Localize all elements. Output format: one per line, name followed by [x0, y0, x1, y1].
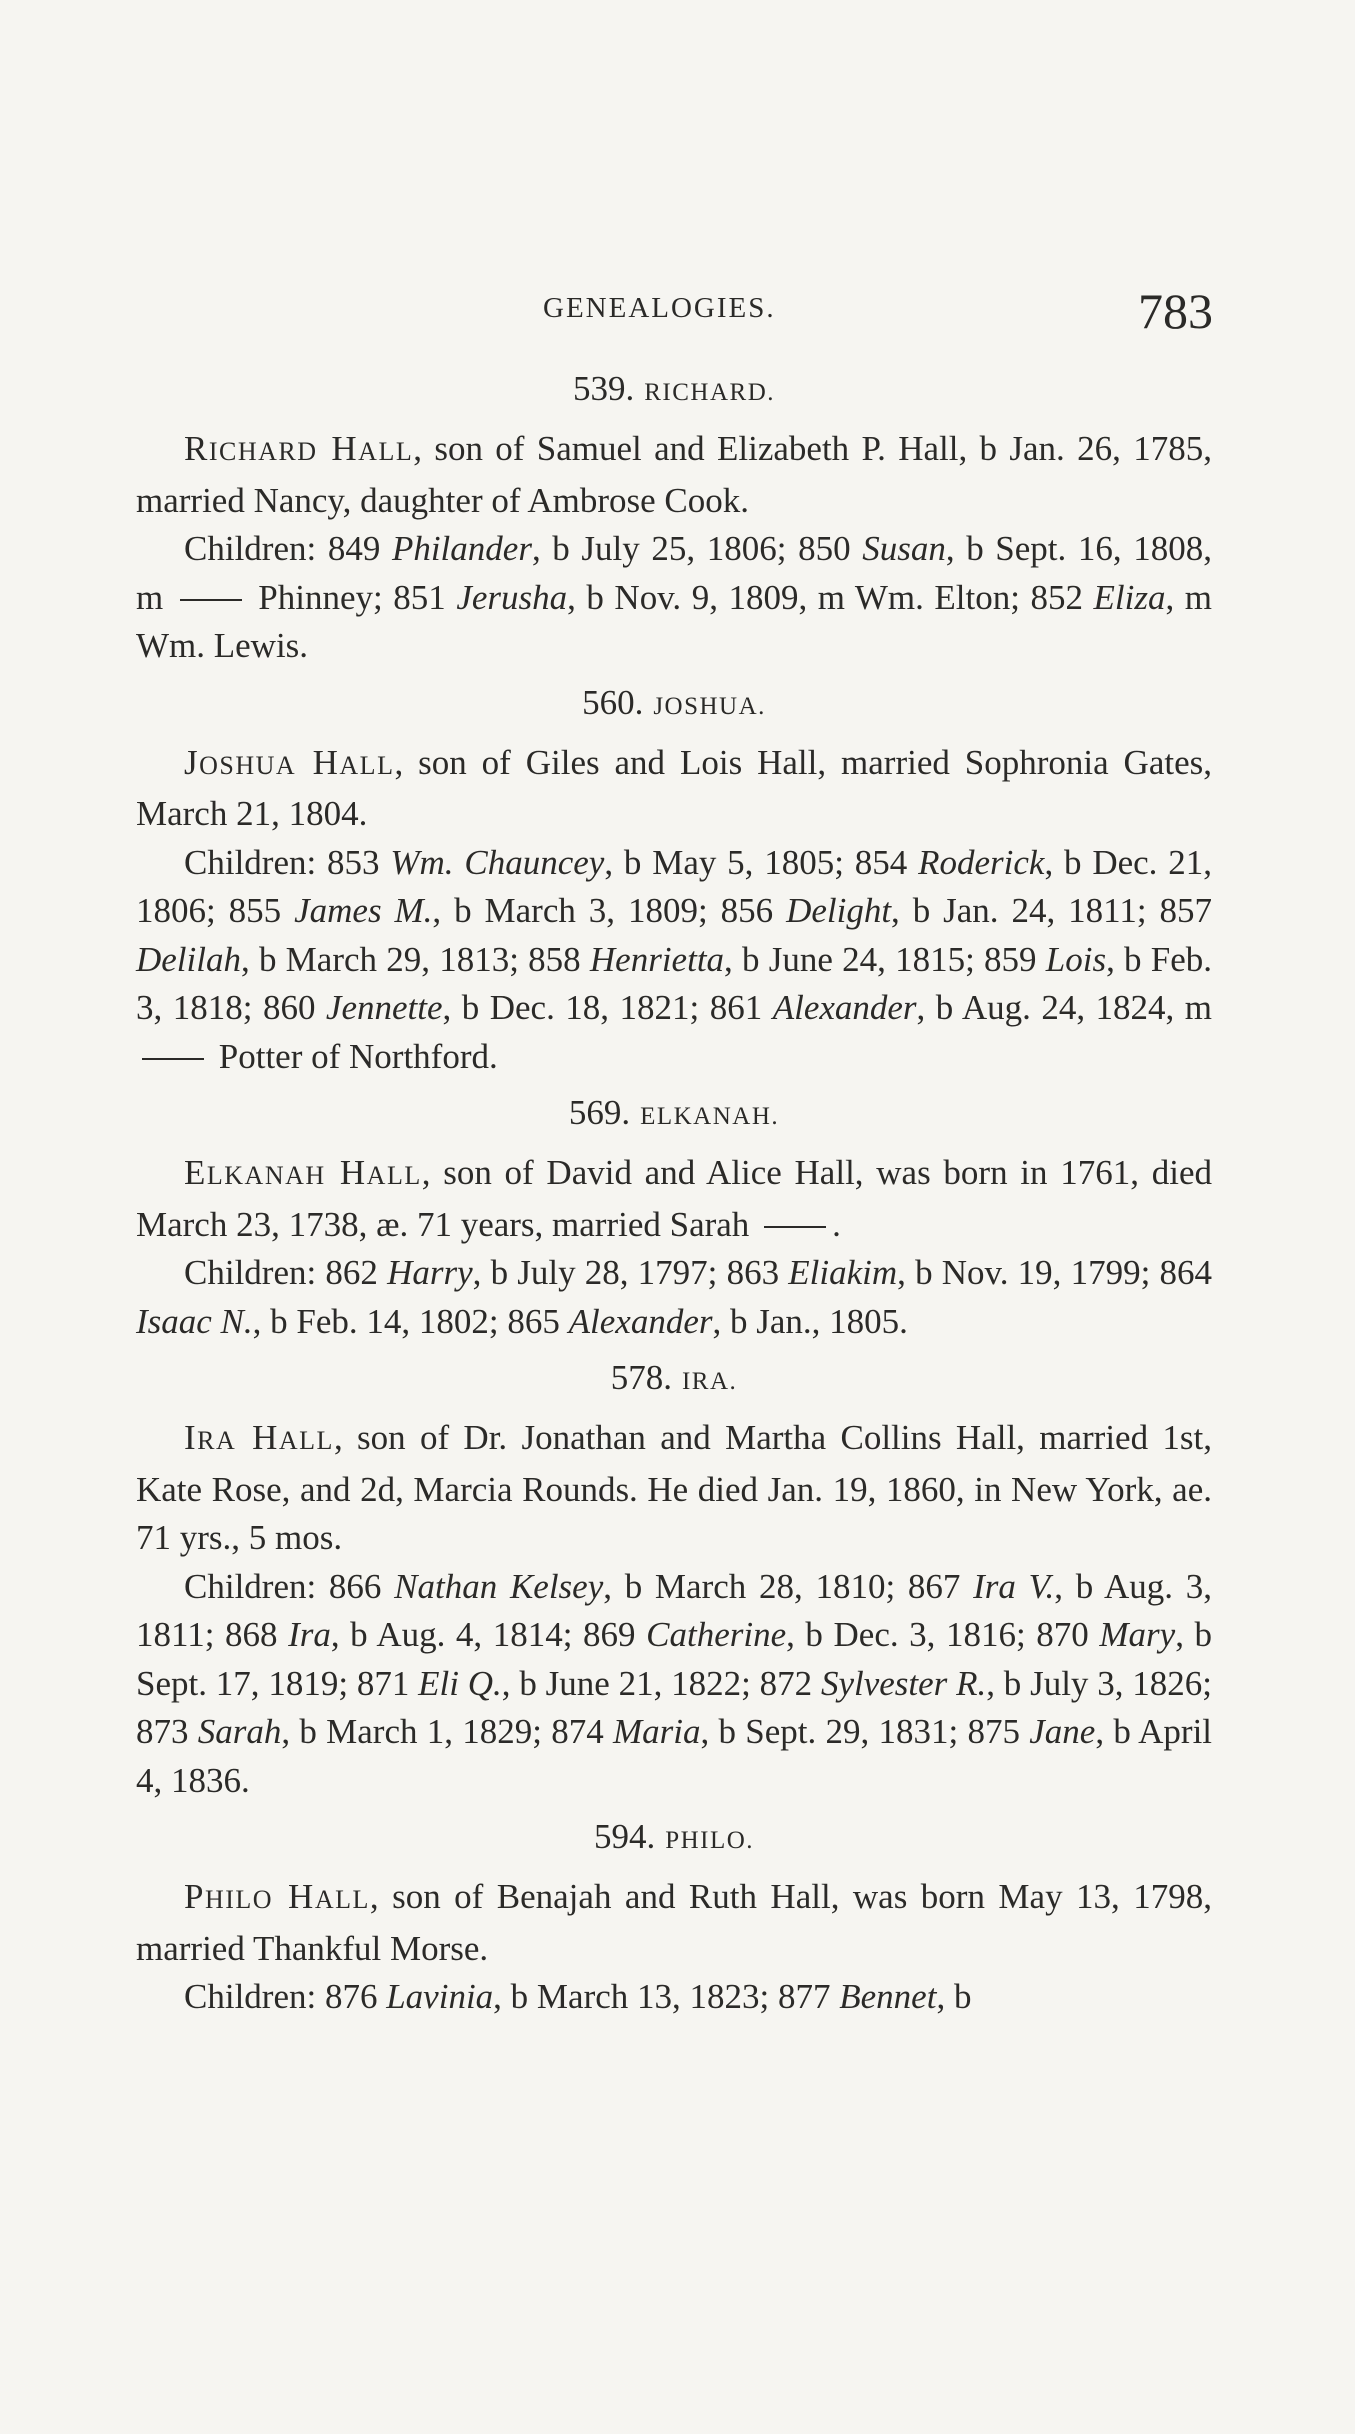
person-name-part: E: [184, 1153, 207, 1192]
page-body: [136, 365, 1212, 2022]
child-number: 869: [583, 1615, 647, 1654]
child-number: 875: [967, 1712, 1030, 1751]
child-details: , b: [936, 1977, 972, 2016]
person-name-part: ICHARD: [208, 437, 318, 466]
child-details: , b Dec. 18, 1821;: [442, 988, 710, 1027]
child-number: 853: [316, 842, 391, 882]
child-number: 861: [709, 988, 773, 1027]
child-name: Isaac N.: [136, 1301, 253, 1341]
child-details: , b Nov. 9, 1809, m Wm. Elton;: [567, 577, 1031, 617]
children-label: Children:: [184, 529, 317, 568]
children-label: Children:: [184, 842, 317, 882]
person-name-part: H: [252, 1418, 279, 1457]
blank-dash: [142, 1058, 204, 1060]
entry-number: 569.: [568, 1093, 631, 1132]
child-details: , b Feb. 3, 1818;: [136, 939, 1213, 1027]
child-details: , b March 28, 1810;: [603, 1566, 908, 1606]
person-name: [184, 1153, 422, 1192]
child-details: , b Aug. 4, 1814;: [330, 1615, 584, 1654]
child-number: 866: [316, 1566, 395, 1606]
entry-name: JOSHUA.: [653, 692, 766, 720]
child-number: 850: [798, 529, 863, 568]
children-list: [136, 1973, 1212, 2022]
child-name: Maria: [613, 1712, 701, 1751]
person-name-part: ALL: [358, 437, 414, 466]
child-details: , b March 3, 1809;: [432, 891, 721, 930]
blank-dash: [764, 1226, 826, 1228]
child-details: , m Wm. Lewis.: [136, 577, 1213, 665]
child-name: Catherine: [646, 1615, 787, 1654]
child-number: 877: [778, 1977, 840, 2016]
child-number: 872: [759, 1663, 821, 1703]
child-details: , b June 24, 1815;: [724, 939, 985, 979]
entry-number: 594.: [593, 1817, 656, 1856]
child-number: 867: [907, 1566, 974, 1606]
child-details: , b Nov. 19, 1799;: [897, 1253, 1160, 1292]
child-number: 865: [507, 1301, 569, 1341]
entry-heading: [136, 1089, 1212, 1141]
children-list: [136, 1249, 1212, 1346]
intro-text: , son of Giles and Lois Hall, married Sophronia Gates, March 21, 1804.: [136, 742, 1212, 833]
entry-number: 539.: [572, 369, 635, 408]
child-name: Lois: [1045, 939, 1107, 979]
child-details: , b March 13, 1823;: [493, 1977, 778, 2016]
entry-intro: [136, 739, 1212, 839]
entry-name: IRA.: [681, 1368, 738, 1395]
child-details: , b Feb. 14, 1802;: [252, 1301, 508, 1341]
person-name-part: R: [184, 429, 209, 468]
child-details: , b July 3, 1826;: [986, 1663, 1212, 1703]
entry-heading: [136, 1813, 1212, 1865]
child-name: Delight: [786, 891, 892, 930]
child-number: 849: [316, 529, 392, 568]
child-name: Wm. Chauncey: [390, 842, 605, 882]
intro-text: , son of David and Alice Hall, was born in 1761, died March 23, 1738, æ. 71 years, married Sarah: [136, 1153, 1212, 1244]
entry-intro: [136, 1149, 1212, 1249]
child-name: Lavinia: [386, 1977, 494, 2016]
intro-text: , son of Benajah and Ruth Hall, was born May 13, 1798, married Thankful Morse.: [136, 1877, 1212, 1968]
child-details: , b Aug. 3, 1811;: [136, 1566, 1212, 1654]
child-number: 857: [1159, 891, 1213, 930]
children-list: [136, 839, 1212, 1082]
child-details: , b March 29, 1813;: [240, 939, 529, 979]
child-details: , b Dec. 3, 1816;: [786, 1615, 1037, 1654]
child-name: Sylvester R.: [820, 1663, 987, 1703]
child-details: , b Sept. 29, 1831;: [700, 1712, 968, 1751]
child-number: 854: [854, 842, 919, 882]
person-name-part: H: [339, 1153, 367, 1192]
entry-number: 578.: [610, 1358, 672, 1397]
child-number: 868: [225, 1615, 289, 1654]
child-name: Susan: [862, 529, 946, 568]
person-name-part: J: [184, 742, 200, 782]
child-name: Philander: [391, 529, 532, 568]
entry-intro: [136, 1873, 1212, 1973]
person-name-part: ALL: [314, 1885, 370, 1914]
children-label: Children:: [184, 1566, 317, 1606]
child-name: Bennet: [839, 1977, 937, 2016]
child-number: 859: [984, 939, 1046, 979]
child-details: , b Jan., 1805.: [712, 1301, 908, 1341]
child-name: Eliza: [1093, 577, 1166, 617]
child-name: Eli Q.: [418, 1663, 502, 1703]
child-name: Sarah: [197, 1712, 282, 1751]
child-details: , b July 25, 1806;: [531, 529, 799, 568]
child-number: 856: [720, 891, 787, 930]
child-name: Ira V.: [973, 1566, 1055, 1606]
child-details: , b May 5, 1805;: [604, 842, 855, 882]
intro-text: , son of Samuel and Elizabeth P. Hall, b Jan. 26, 1785, married Nancy, daughter of Ambrose Cook.: [136, 429, 1213, 520]
person-name-part: ALL: [366, 1161, 422, 1190]
child-number: 874: [551, 1712, 613, 1751]
person-name-part: RA: [197, 1426, 237, 1455]
child-details: Potter of Northford.: [210, 1036, 498, 1076]
children-label: Children:: [184, 1253, 317, 1292]
child-number: 871: [356, 1663, 419, 1703]
entry-number: 560.: [582, 682, 644, 722]
person-name: [184, 1877, 370, 1916]
child-number: 876: [316, 1977, 387, 2016]
child-details: , b July 28, 1797;: [472, 1253, 727, 1292]
child-number: 864: [1159, 1253, 1213, 1292]
child-name: Jerusha: [456, 577, 568, 617]
child-name: Mary: [1099, 1615, 1176, 1654]
child-details: , b Dec. 21, 1806;: [136, 842, 1212, 930]
entry-heading: [136, 365, 1212, 417]
child-name: Alexander: [772, 988, 917, 1027]
entry-name: ELKANAH.: [640, 1103, 780, 1130]
child-number: 870: [1036, 1615, 1100, 1654]
child-number: 862: [316, 1253, 388, 1292]
person-name-part: OSHUA: [199, 750, 297, 780]
child-number: 860: [262, 988, 326, 1027]
intro-text: , son of Dr. Jonathan and Martha Collins Hall, married 1st, Kate Rose, and 2d, Marcia Rounds. He died Jan. 19, 1860, in New York, ae. 71 yrs., 5 mos.: [136, 1418, 1212, 1557]
child-details: , b June 21, 1822;: [501, 1663, 760, 1703]
child-name: Alexander: [568, 1301, 713, 1341]
running-title: GENEALOGIES.: [543, 292, 776, 324]
child-number: 858: [528, 939, 590, 979]
child-number: 851: [393, 577, 457, 617]
person-name-part: HILO: [204, 1885, 274, 1914]
child-name: Ira: [288, 1615, 331, 1654]
person-name-part: ALL: [339, 750, 395, 780]
child-details: , b March 1, 1829;: [281, 1712, 552, 1751]
person-name-part: I: [184, 1418, 198, 1457]
child-details: , b April 4, 1836.: [136, 1712, 1213, 1800]
child-name: Delilah: [136, 939, 241, 979]
child-name: Jane: [1029, 1712, 1096, 1751]
entry-heading: [136, 679, 1212, 731]
child-number: 873: [136, 1712, 198, 1751]
person-name-part: P: [184, 1877, 205, 1916]
child-number: 852: [1030, 577, 1094, 617]
child-details: Phinney;: [247, 577, 394, 617]
person-name: [184, 743, 394, 782]
children-list: [136, 525, 1212, 671]
child-details: , b Sept. 16, 1808, m: [136, 529, 1213, 617]
child-number: 855: [228, 891, 295, 930]
person-name: [184, 429, 413, 468]
page-number: 783: [1138, 283, 1213, 339]
child-name: Henrietta: [589, 939, 725, 979]
child-name: Nathan Kelsey: [394, 1566, 604, 1606]
running-head: [0, 283, 1355, 346]
person-name: [184, 1418, 334, 1457]
children-label: Children:: [184, 1977, 317, 2016]
blank-dash: [180, 599, 242, 601]
person-name-part: ALL: [278, 1426, 334, 1455]
person-name-part: H: [312, 742, 340, 782]
child-name: Roderick: [918, 842, 1045, 882]
child-name: Jennette: [325, 988, 443, 1027]
person-name-part: H: [288, 1877, 315, 1916]
person-name-part: H: [331, 429, 359, 468]
children-list: [136, 1563, 1212, 1806]
entry-intro: [136, 1414, 1212, 1563]
entry-name: PHILO.: [665, 1827, 755, 1854]
child-details: , b Sept. 17, 1819;: [136, 1615, 1213, 1703]
child-number: 863: [726, 1253, 789, 1292]
person-name-part: LKANAH: [206, 1161, 326, 1190]
entry-intro: [136, 425, 1212, 525]
child-details: , b Aug. 24, 1824, m: [916, 988, 1213, 1027]
intro-text: .: [832, 1204, 841, 1244]
child-name: Eliakim: [788, 1253, 898, 1292]
child-details: , b Jan. 24, 1811;: [891, 891, 1160, 930]
entry-name: RICHARD.: [644, 379, 775, 406]
child-name: James M.: [294, 891, 433, 930]
entry-heading: [136, 1354, 1212, 1406]
child-name: Harry: [387, 1253, 473, 1292]
